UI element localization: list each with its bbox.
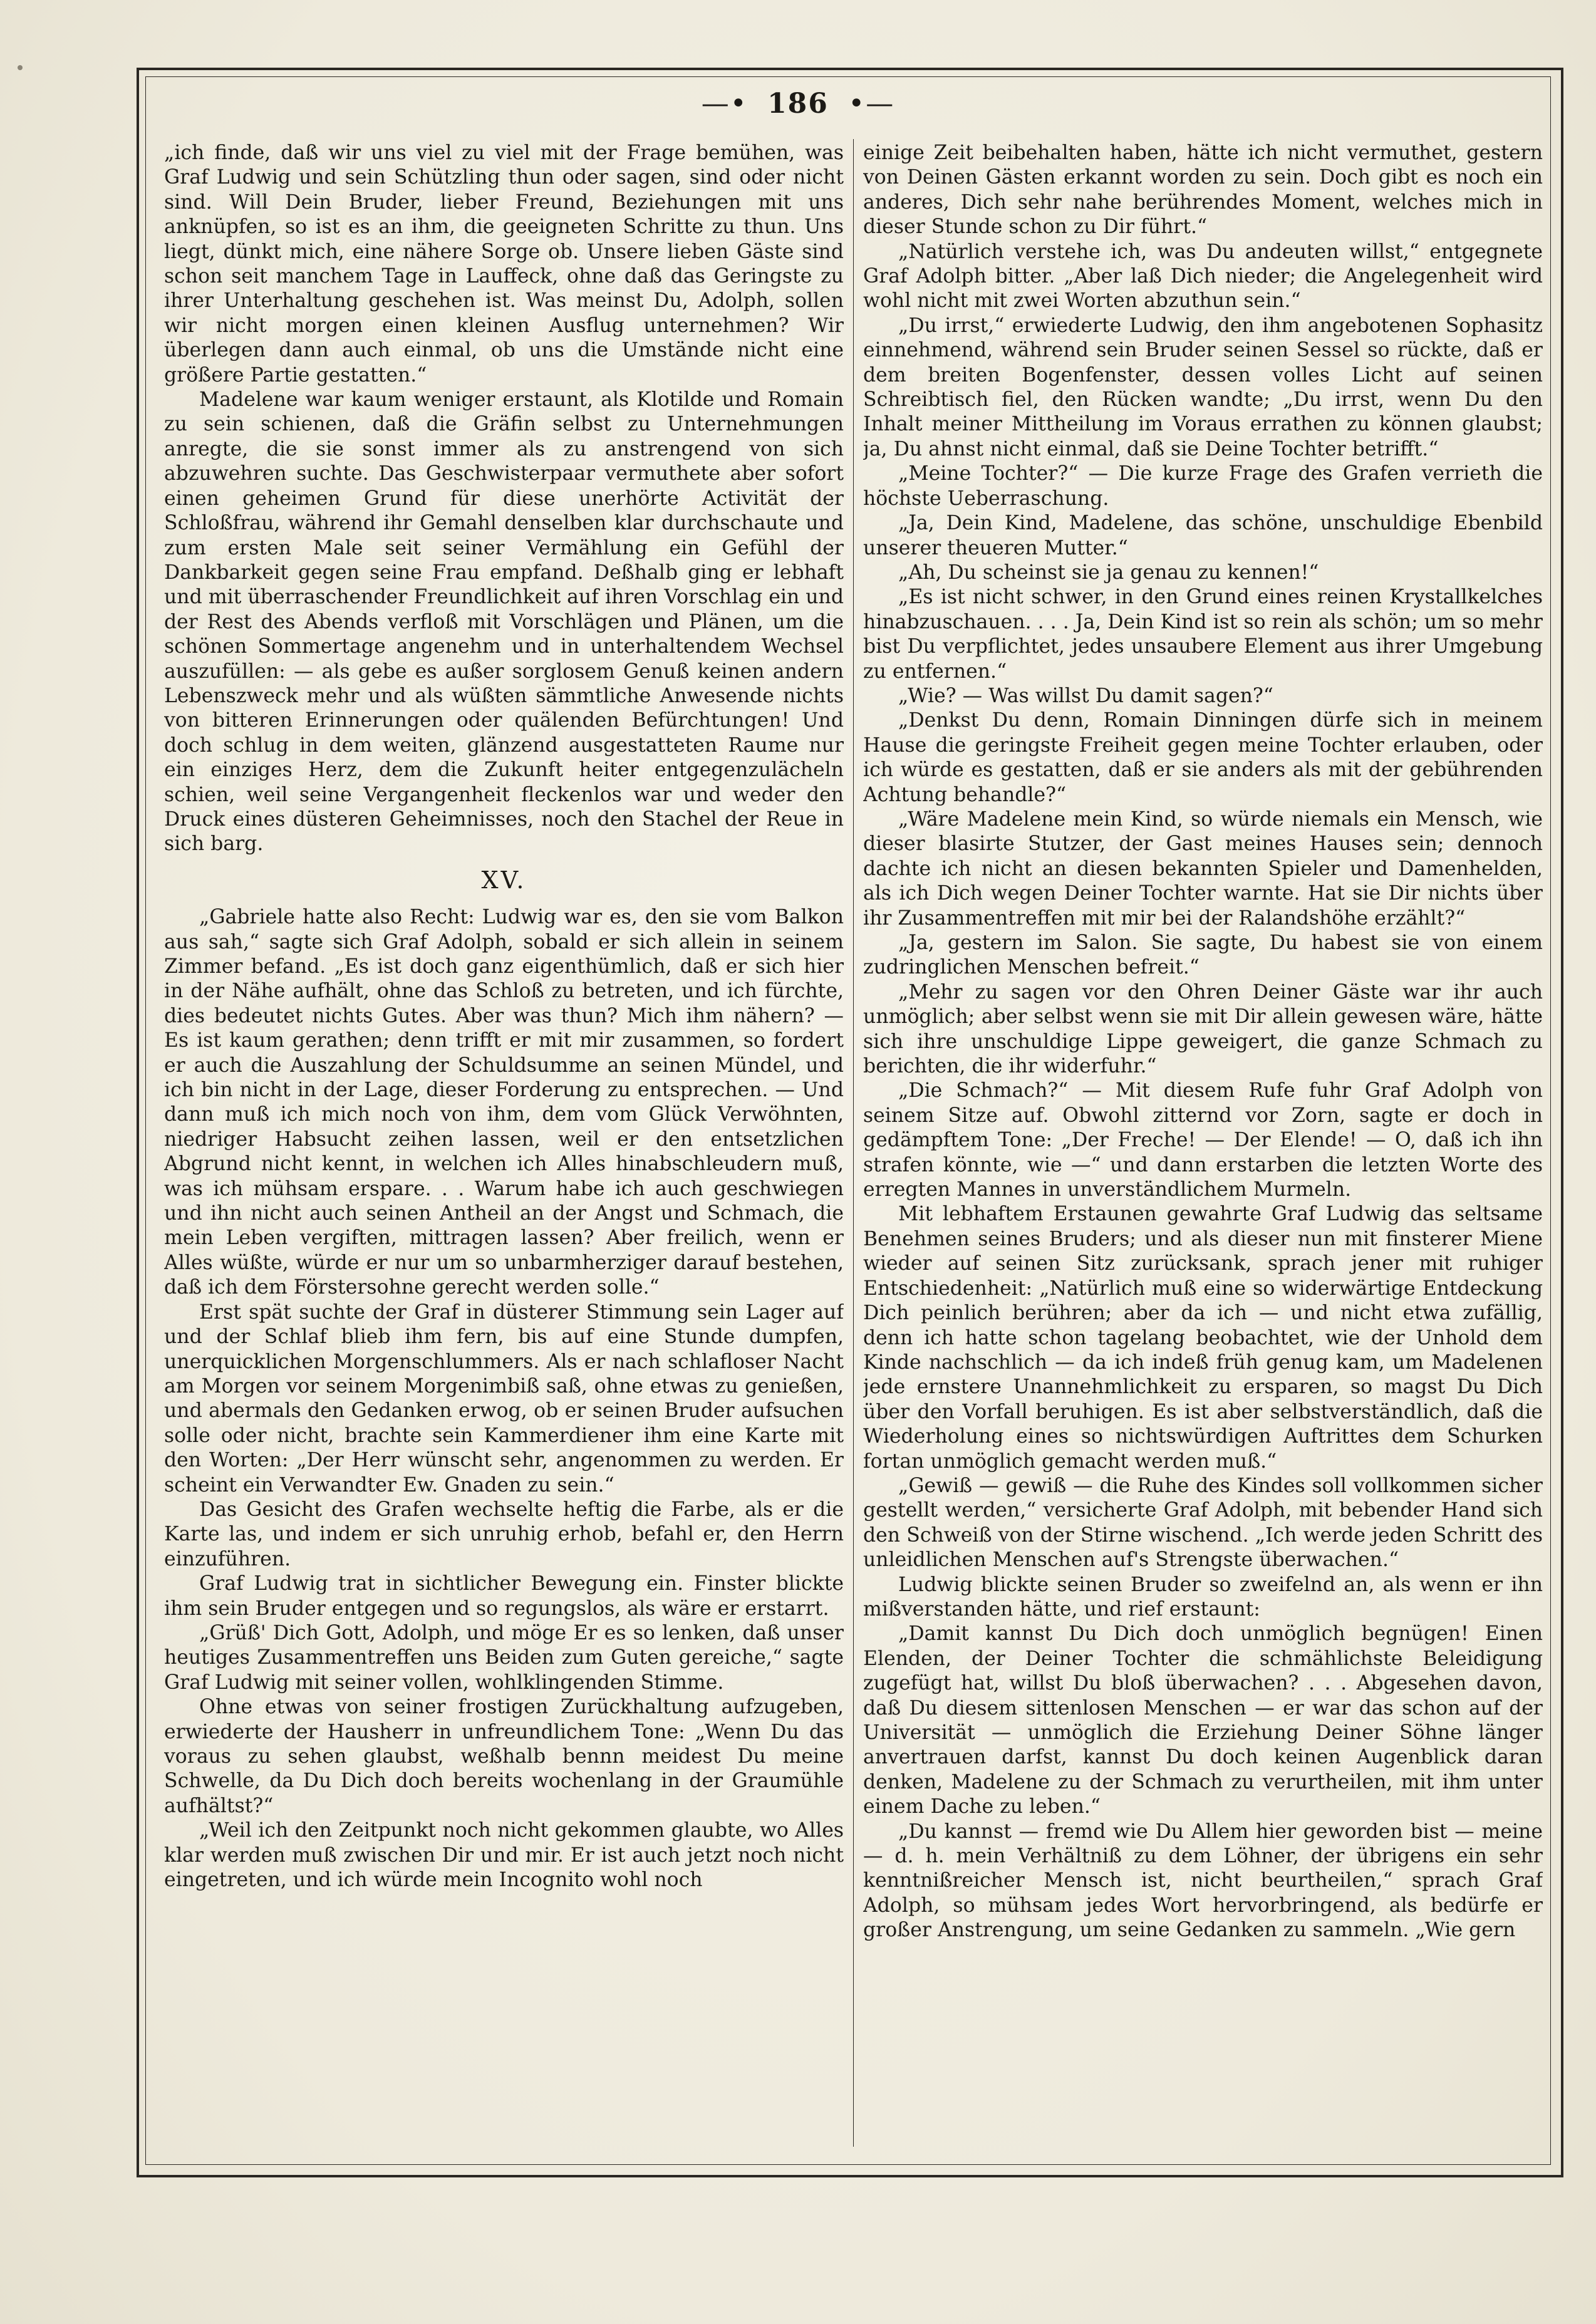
- paragraph: „Du irrst,“ erwiederte Ludwig, den ihm angebotenen Sophasitz einnehmend, während sein Bruder seinen Sessel so rückte, daß er dem breiten Bogenfenster, dessen volles Licht auf seinen Schreibtisch fiel, den Rücken wandte; „Du irrst, wenn Du den Inhalt meiner Mittheilung im Voraus errathen zu können glaubst; ja, Du ahnst nicht einmal, daß sie Deine Tochter betrifft.“: [863, 314, 1543, 460]
- paragraph: „Grüß' Dich Gott, Adolph, und möge Er es so lenken, daß unser heutiges Zusammentreffen uns Beiden zum Guten gereiche,“ sagte Graf Ludwig mit seiner vollen, wohlklingenden Stimme.: [164, 1621, 844, 1694]
- paragraph: „ich finde, daß wir uns viel zu viel mit der Frage bemühen, was Graf Ludwig und sein Schützling thun oder sagen, sind oder nicht sind. Will Dein Bruder, lieber Freund, Beziehungen mit uns anknüpfen, so ist es an ihm, die geeigneten Schritte zu thun. Uns liegt, dünkt mich, eine nähere Sorge ob. Unsere lieben Gäste sind schon seit manchem Tage in Lauffeck, ohne daß das Geringste zu ihrer Unterhaltung geschehen ist. Was meinst Du, Adolph, sollen wir nicht morgen einen kleinen Ausflug unternehmen? Wir überlegen dann auch einmal, ob uns die Umstände nicht eine größere Partie gestatten.“: [164, 142, 844, 386]
- paragraph: „Gewiß — gewiß — die Ruhe des Kindes soll vollkommen sicher gestellt werden,“ versicherte Graf Adolph, mit bebender Hand sich den Schweiß von der Stirne wischend. „Ich werde jeden Schritt des unleidlichen Menschen auf's Strengste überwachen.“: [863, 1474, 1543, 1572]
- right-column: [863, 141, 1543, 2145]
- paragraph: „Die Schmach?“ — Mit diesem Rufe fuhr Graf Adolph von seinem Sitze auf. Obwohl zitternd vor Zorn, sagte er doch in gedämpftem Tone: „Der Freche! — Der Elende! — O, daß ich ihn strafen könnte, wie —“ und dann erstarben die letzten Worte des erregten Mannes in unverständlichem Murmeln.: [863, 1079, 1543, 1201]
- paragraph: Das Gesicht des Grafen wechselte heftig die Farbe, als er die Karte las, und indem er sich unruhig erhob, befahl er, den Herrn einzuführen.: [164, 1498, 844, 1570]
- paragraph: Erst spät suchte der Graf in düsterer Stimmung sein Lager auf und der Schlaf blieb ihm fern, bis auf eine Stunde dumpfen, unerquicklichen Morgenschlummers. Als er nach schlafloser Nacht am Morgen vor seinem Morgenimbiß saß, ohne etwas zu genießen, und abermals den Gedanken erwog, ob er seinen Bruder aufsuchen solle oder nicht, brachte sein Kammerdiener ihm eine Karte mit den Worten: „Der Herr wünscht sehr, angenommen zu werden. Er scheint ein Verwandter Ew. Gnaden zu sein.“: [164, 1300, 844, 1497]
- paragraph: „Ja, Dein Kind, Madelene, das schöne, unschuldige Ebenbild unserer theueren Mutter.“: [863, 512, 1543, 559]
- paragraph: „Wie? — Was willst Du damit sagen?“: [898, 684, 1273, 707]
- paragraph: Madelene war kaum weniger erstaunt, als Klotilde und Romain zu sein schienen, daß die Gräfin selbst zu Unternehmungen anregte, die sie sonst immer als zu anstrengend von sich abzuwehren suchte. Das Geschwisterpaar vermuthete aber sofort einen geheimen Grund für diese unerhörte Activität der Schloßfrau, während ihr Gemahl denselben klar durchschaute und zum ersten Male seit seiner Vermählung ein Gefühl der Dankbarkeit gegen seine Frau empfand. Deßhalb ging er lebhaft und mit überraschender Freundlichkeit auf ihren Vorschlag ein und der Rest des Abends verfloß mit Vorschlägen und Plänen, um die schönen Sommertage angenehm und in unterhaltendem Wechsel auszufüllen: — als gebe es außer sorglosem Genuß keinen andern Lebenszweck mehr und als wüßten sämmtliche Anwesende nichts von bitteren Erinnerungen oder quälenden Befürchtungen! Und doch schlug in dem weiten, glänzend ausgestatteten Raume nur ein einziges Herz, dem die Zukunft heiter entgegenzulächeln schien, weil seine Vergangenheit fleckenlos war und weder den Druck eines düsteren Geheimnisses, noch den Stachel der Reue in sich barg.: [164, 388, 844, 856]
- paragraph: „Ja, gestern im Salon. Sie sagte, Du habest sie von einem zudringlichen Menschen befreit.“: [863, 931, 1543, 979]
- chapter-heading: XV.: [481, 866, 527, 894]
- paragraph: „Wäre Madelene mein Kind, so würde niemals ein Mensch, wie dieser blasirte Stutzer, der Gast meines Hauses sein; dennoch dachte ich nicht an diesen bekannten Spieler und Damenhelden, als ich Dich wegen Deiner Tochter warnte. Hat sie Dir nichts über ihr Zusammentreffen mit mir bei der Ralandshöhe erzählt?“: [863, 807, 1543, 930]
- paragraph: Ohne etwas von seiner frostigen Zurückhaltung aufzugeben, erwiederte der Hausherr in unfreundlichem Tone: „Wenn Du das voraus zu sehen glaubst, weßhalb bennn meidest Du meine Schwelle, da Du Dich doch bereits wochenlang in der Graumühle aufhältst?“: [164, 1696, 844, 1817]
- paragraph: „Gabriele hatte also Recht: Ludwig war es, den sie vom Balkon aus sah,“ sagte sich Graf Adolph, sobald er sich allein in seinem Zimmer befand. „Es ist doch ganz eigenthümlich, daß er sich hier in der Nähe aufhält, ohne das Schloß zu betreten, und ich fürchte, dies bedeutet nichts Gutes. Aber was thun? Mich ihm nähern? — Es ist kaum gerathen; denn trifft er mit mir zusammen, so fordert er auch die Auszahlung der Schuldsumme an seinen Mündel, und ich bin nicht in der Lage, dieser Forderung zu entsprechen. — Und dann muß ich mich noch von ihm, dem vom Glück Verwöhnten, niedriger Habsucht zeihen lassen, weil er den entsetzlichen Abgrund nicht kennt, in welchen ich Alles hinabschleudern muß, was ich mühsam erspare. . . Warum habe ich auch geschwiegen und ihn nicht auch seinen Antheil an der Angst und Schmach, die mein Leben vergiften, mittragen lassen? Aber freilich, wenn er Alles wüßte, würde er nur um so unbarmherziger darauf bestehen, daß ich dem Förstersohne gerecht werden solle.“: [164, 906, 844, 1299]
- folio-ornament-left: —•: [701, 88, 748, 120]
- paragraph: „Es ist nicht schwer, in den Grund eines reinen Krystallkelches hinabzuschauen. . . . Ja, Dein Kind ist so rein als schön; um so mehr bist Du verpflichtet, jedes unsaubere Element aus ihrer Umgebung zu entfernen.“: [863, 586, 1543, 683]
- paragraph: „Natürlich verstehe ich, was Du andeuten willst,“ entgegnete Graf Adolph bitter. „Aber laß Dich nieder; die Angelegenheit wird wohl nicht mit zwei Worten abzuthun sein.“: [863, 240, 1543, 313]
- paragraph: „Denkst Du denn, Romain Dinningen dürfe sich in meinem Hause die geringste Freiheit gegen meine Tochter erlauben, oder ich würde es gestatten, daß er sie anders als mit der gebührenden Achtung behandle?“: [863, 709, 1543, 806]
- paper-spot: [18, 65, 23, 70]
- paragraph: „Du kannst — fremd wie Du Allem hier geworden bist — meine — d. h. mein Verhältniß zu dem Löhner, der übrigens ein sehr kenntnißreicher Mensch ist, nicht beurtheilen,“ sprach Graf Adolph, so mühsam jedes Wort hervorbringend, als bedürfe er großer Anstrengung, um seine Gedanken zu sammeln. „Wie gern: [863, 1820, 1543, 1942]
- paragraph: „Mehr zu sagen vor den Ohren Deiner Gäste war ihr auch unmöglich; aber selbst wenn sie mit Dir allein gewesen wäre, hätte sich ihre unschuldige Lippe geweigert, die ganze Schmach zu berichten, die ihr widerfuhr.“: [863, 980, 1543, 1078]
- paragraph: Mit lebhaftem Erstaunen gewahrte Graf Ludwig das seltsame Benehmen seines Bruders; und als dieser nun mit finsterer Miene wieder auf seinen Sitz zurücksank, sprach jener mit ruhiger Entschiedenheit: „Natürlich muß eine so widerwärtige Entdeckung Dich peinlich berühren; aber da ich — und nicht etwa zufällig, denn ich hatte schon tagelang beobachtet, wie der Unhold dem Kinde nachschlich — da ich indeß früh genug kam, um Madelenen jede ernstere Unannehmlichkeit zu ersparen, so magst Du Dich über den Vorfall beruhigen. Es ist aber selbstverständlich, daß die Wiederholung eines so nichtswürdigen Auftrittes dem Schurken fortan unmöglich gemacht werden muß.“: [863, 1203, 1543, 1473]
- paragraph: Graf Ludwig trat in sichtlicher Bewegung ein. Finster blickte ihm sein Bruder entgegen und so regungslos, als wäre er erstarrt.: [164, 1572, 844, 1620]
- paragraph: „Damit kannst Du Dich doch unmöglich begnügen! Einen Elenden, der Deiner Tochter die schmählichste Beleidigung zugefügt hat, willst Du bloß überwachen? . . . Abgesehen davon, daß Du diesem sittenlosen Menschen — er war das schon auf der Universität — unmöglich die Erziehung Deiner Söhne länger anvertrauen darfst, kannst Du doch keinen Augenblick daran denken, Madelene zu der Schmach zu verurtheilen, mit ihm unter einem Dache zu leben.“: [863, 1622, 1543, 1818]
- page-header: [0, 88, 1596, 120]
- paragraph: „Ah, Du scheinst sie ja genau zu kennen!“: [898, 561, 1319, 584]
- folio-ornament-right: •—: [848, 88, 895, 120]
- paragraph: „Meine Tochter?“ — Die kurze Frage des Grafen verrieth die höchste Ueberraschung.: [863, 462, 1543, 510]
- paragraph: einige Zeit beibehalten haben, hätte ich nicht vermuthet, gestern von Deinen Gästen erkannt worden zu sein. Doch gibt es noch ein anderes, Dich sehr nahe berührendes Moment, welches mich in dieser Stunde schon zu Dir führt.“: [863, 142, 1543, 239]
- paragraph: Ludwig blickte seinen Bruder so zweifelnd an, als wenn er ihn mißverstanden hätte, und rief erstaunt:: [863, 1573, 1543, 1621]
- left-column: [164, 141, 844, 2145]
- column-divider: [853, 139, 854, 2147]
- paragraph: „Weil ich den Zeitpunkt noch nicht gekommen glaubte, wo Alles klar werden muß zwischen Dir und mir. Er ist auch jetzt noch nicht eingetreten, und ich würde mein Incognito wohl noch: [164, 1819, 844, 1892]
- page-number: 186: [767, 88, 829, 120]
